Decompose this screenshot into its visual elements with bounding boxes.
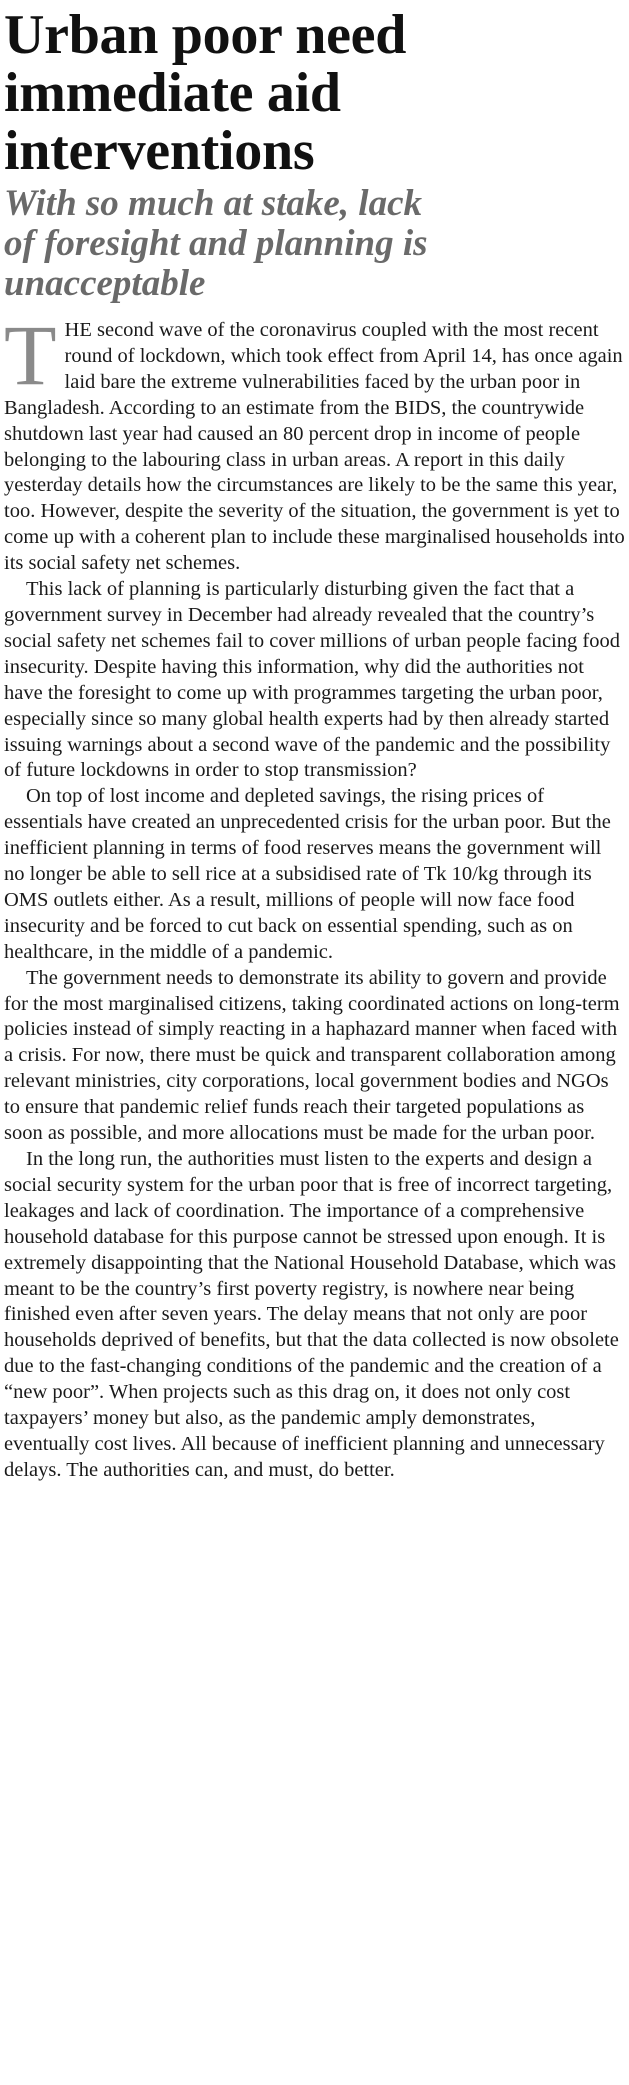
- headline-line: interventions: [4, 120, 315, 182]
- paragraph-1: [4, 307, 625, 577]
- subheadline: [4, 184, 625, 304]
- subheadline-line: of foresight and planning is: [4, 223, 428, 264]
- paragraph-3: On top of lost income and depleted savings, the rising prices of essentials have created an unprecedented crisis for the urban poor. But the inefficient planning in terms of food reserves means the government will no longer be able to sell rice at a subsidised rate of Tk 10/kg through its OMS outlets either. As a result, millions of people will now face food insecurity and be forced to cut back on essential spending, such as on healthcare, in the middle of a pandemic.: [4, 785, 611, 963]
- headline-line: immediate aid: [4, 62, 341, 124]
- paragraph-text: HE second wave of the coronavirus coupled with the most recent round of lockdown, which took effect from April 14, has once again laid bare the extreme vulnerabilities faced by the urban poor in Bangladesh. According to an estimate from the BIDS, the countrywide shutdown last year had caused an 80 percent drop in income of people belonging to the labouring class in urban areas. A report in this daily yesterday details how the circumstances are likely to be the same this year, too. However, despite the severity of the situation, the government is yet to come up with a coherent plan to include these marginalised households into its social safety net schemes.: [4, 319, 625, 575]
- drop-cap: T: [4, 307, 57, 403]
- headline-line: Urban poor need: [4, 4, 407, 66]
- subheadline-line: With so much at stake, lack: [4, 183, 423, 224]
- paragraph-4: The government needs to demonstrate its ability to govern and provide for the most marginalised citizens, taking coordinated actions on long-term policies instead of simply reacting in a haphazard manner when faced with a crisis. For now, there must be quick and transparent collaboration among relevant ministries, city corporations, local government bodies and NGOs to ensure that pandemic relief funds reach their targeted populations as soon as possible, and more allocations must be made for the urban poor.: [4, 966, 620, 1145]
- headline: [4, 6, 625, 180]
- subheadline-line: unacceptable: [4, 263, 206, 304]
- paragraph-2: This lack of planning is particularly disturbing given the fact that a government survey in December had already revealed that the country’s social safety net schemes fail to cover millions of urban people facing food insecurity. Despite having this information, why did the authorities not have the foresight to come up with programmes targeting the urban poor, especially since so many global health experts had by then already started issuing warnings about a second wave of the pandemic and the possibility of future lockdowns in order to stop transmission?: [4, 578, 620, 782]
- paragraph-5: In the long run, the authorities must listen to the experts and design a social security system for the urban poor that is free of incorrect targeting, leakages and lack of coordination. The importance of a comprehensive household database for this purpose cannot be stressed upon enough. It is extremely disappointing that the National Household Database, which was meant to be the country’s first poverty registry, is nowhere near being finished even after seven years. The delay means that not only are poor households deprived of benefits, but that the data collected is now obsolete due to the fast-changing conditions of the pandemic and the creation of a “new poor”. When projects such as this drag on, it does not only cost taxpayers’ money but also, as the pandemic amply demonstrates, eventually cost lives. All because of inefficient planning and unnecessary delays. The authorities can, and must, do better.: [4, 1148, 619, 1481]
- article-body: [4, 307, 625, 1484]
